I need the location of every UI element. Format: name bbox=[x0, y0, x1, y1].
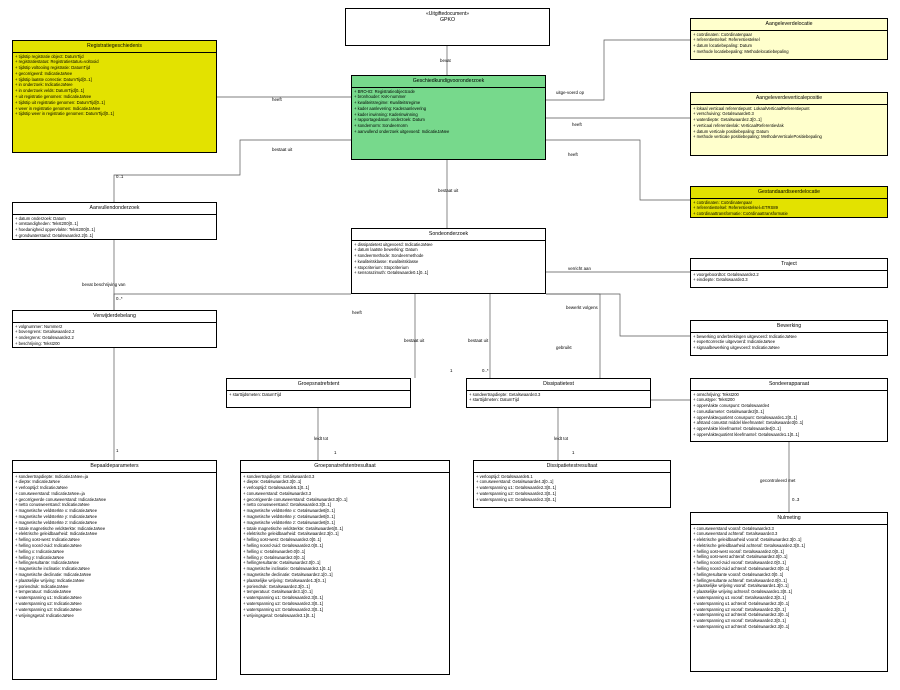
nulmeting-class[interactable] bbox=[690, 512, 888, 672]
registratiegeschiedenis-class-attributes bbox=[13, 53, 216, 120]
sondeerapparaat-class-title bbox=[691, 379, 887, 391]
class-attribute: + magnetische veldsterkte x: Getalswaarde6[0..1] bbox=[243, 508, 335, 514]
class-attribute: + waterspanning u1 vooraf: Getalswaarde2.3[0..1] bbox=[693, 595, 786, 601]
groepsnatrefstent-resultaat-class-name: Groepsnatrefstentresultaat bbox=[314, 463, 376, 469]
class-attribute: + helling oost-west: IndicatieJaNee bbox=[15, 537, 80, 543]
edge-label-bestaat-uit-groeps: bestaat uit bbox=[404, 338, 425, 343]
class-attribute: + magnetische veldsterkte x: IndicatieJaNee bbox=[15, 508, 98, 514]
gpko-class[interactable] bbox=[345, 8, 550, 46]
edge-label-uitgevoerd-op: uitge-voerd op bbox=[556, 90, 585, 95]
multiplicity-verwijderde-belang: 0..* bbox=[116, 296, 123, 301]
aanvullend-onderzoek-class-attributes bbox=[13, 215, 216, 241]
class-attribute: + plaatselijke wrijving: Getalswaarde1.3[0..1] bbox=[243, 577, 326, 583]
class-attribute: + hellingresultante vooraf: Getalswaarde2.0[0..1] bbox=[693, 571, 784, 577]
class-attribute: + elektrische geleidbaarheid achteraf: Getalswaarde2.3[0..1] bbox=[693, 542, 805, 548]
aangeleverde-locatie-class-attributes bbox=[691, 31, 887, 57]
class-attribute: + hellingresultante achteraf: Getalswaarde2.0[0..1] bbox=[693, 577, 787, 583]
traject-class-attributes bbox=[691, 271, 887, 286]
class-attribute: + sondeertrapdiepte: IndicatieJaNee=ja bbox=[15, 473, 89, 479]
class-attribute: + verschuiving: Getalswaarde0.3 bbox=[693, 111, 754, 117]
dissipatietest-resultaat-class[interactable] bbox=[473, 460, 671, 508]
class-attribute: + poriendruk: Getalswaarde2.3[0..1] bbox=[243, 583, 310, 589]
nulmeting-class-name: Nulmeting bbox=[777, 515, 801, 521]
bewerking-class[interactable] bbox=[690, 320, 888, 356]
class-attribute: + datum onderzoek: Datum bbox=[15, 215, 66, 221]
multiplicity-dissipatie-res-1: 1 bbox=[572, 450, 575, 455]
multiplicity-groeps-res-1: 1 bbox=[334, 450, 337, 455]
groepsnatrefstent-resultaat-class-attributes bbox=[241, 473, 449, 621]
class-attribute: + methode verticale positiebepaling: MethodeVerticalePositiebepaling bbox=[693, 134, 822, 140]
groepsnatrefstent-resultaat-class[interactable] bbox=[240, 460, 450, 675]
class-attribute: + magnetische veldsterkte y: IndicatieJaNee bbox=[15, 514, 98, 520]
class-attribute: + conusweerstand: IndicatieJaNee=ja bbox=[15, 490, 85, 496]
verwijderde-belang-class-name: Verwijderdebelang bbox=[93, 313, 136, 319]
sondeeronderzoek-class-attributes bbox=[352, 241, 545, 279]
class-attribute: + datum locatiebepaling: Datum bbox=[693, 43, 753, 49]
edge-label-gebruikt: gebruikt bbox=[556, 345, 572, 350]
class-attribute: + netto conusweerstand: IndicatieJaNee bbox=[15, 502, 90, 508]
bewerking-class-name: Bewerking bbox=[776, 323, 802, 329]
class-attribute: + waterspanning u1: Getalswaarde2.3[0..1] bbox=[243, 595, 323, 601]
edge-label-heeft-verticale-positie: heeft bbox=[572, 122, 582, 127]
class-attribute: + hoedanigheid oppervlakte: Tekst200[0..1] bbox=[15, 227, 95, 233]
class-attribute: + referentiestelsel: Referentiestelsel=ETRS89 bbox=[693, 205, 778, 211]
edge-label-heeft-registratiegeschiedenis: heeft bbox=[272, 97, 282, 102]
edge-label-bestaat-uit-sondeonderzoek: bestaat uit bbox=[438, 188, 459, 193]
class-attribute: + helling x: Getalswaarde0.0[0..1] bbox=[243, 548, 306, 554]
sondeeronderzoek-class-title bbox=[352, 229, 545, 241]
class-attribute: + helling noord-zuid achteraf: Getalswaarde2.0[0..1] bbox=[693, 566, 790, 572]
class-attribute: + waterspanning u1 achteraf: Getalswaarde2.3[0..1] bbox=[693, 600, 790, 606]
class-attribute: + oppervlaktequotiënt conuspunt: Getalswaarde1.2[0..1] bbox=[693, 414, 797, 420]
class-attribute: + stopcriterium: Stopcriterium bbox=[354, 264, 409, 270]
nulmeting-class-attributes bbox=[691, 525, 887, 632]
class-attribute: + helling y: IndicatieJaNee bbox=[15, 554, 65, 560]
class-attribute: + helling noord-zuid vooraf: Getalswaarde2.0[0..1] bbox=[693, 560, 786, 566]
class-attribute: + volgnummer: Nummer2 bbox=[15, 323, 63, 329]
class-attribute: + magnetische inclinatie: Getalswaarde2.1[0..1] bbox=[243, 566, 332, 572]
class-attribute: + in onderzoek velds: DatumTijd[0..1] bbox=[15, 88, 85, 94]
dissipatietest-resultaat-class-title bbox=[474, 461, 670, 473]
class-attribute: + omschrijving: Tekst200 bbox=[693, 391, 739, 397]
class-attribute: + verlooptijd: Getalswaarde5.1 bbox=[476, 473, 533, 479]
class-attribute: + hellingresultante: Getalswaarde2.0[0..1] bbox=[243, 560, 321, 566]
gestandaardiseerde-locatie-class[interactable] bbox=[690, 186, 888, 218]
bewerking-class-title bbox=[691, 321, 887, 333]
edge-label-leidt-tot-groeps: leidt tot bbox=[314, 436, 329, 441]
class-attribute: + starttijdsmeten: DatumTijd bbox=[229, 391, 282, 397]
class-attribute: + gecorrigeerde conusweerstand: IndicatieJaNee bbox=[15, 496, 107, 502]
edge-geschiedkundig-gestandaardiseerde bbox=[546, 140, 690, 200]
bepaalde-parameters-class-title bbox=[13, 461, 216, 473]
edge-label-bestaat-uit-dissipatie: bestaat uit bbox=[468, 338, 489, 343]
class-attribute: + magnetische declinatie: Getalswaarde2.1[0..1] bbox=[243, 572, 333, 578]
gestandaardiseerde-locatie-class-title bbox=[691, 187, 887, 199]
class-attribute: + BRO-ID: Registratieobjectcode bbox=[354, 88, 415, 94]
edge-label-bevat-beschrijving-van: bevat beschrijving van bbox=[82, 282, 126, 287]
class-attribute: + totale magnetische veldsterkte: IndicatieJaNee bbox=[15, 525, 106, 531]
class-attribute: + omstandigheden: Tekst200[0..1] bbox=[15, 221, 78, 227]
registratiegeschiedenis-class[interactable] bbox=[12, 40, 217, 153]
dissipatietest-class-name: Dissipatietest bbox=[543, 381, 574, 387]
verwijderde-belang-class-title bbox=[13, 311, 216, 323]
class-attribute: + gecorrigeerd: IndicatieJaNee bbox=[15, 70, 73, 76]
class-attribute: + plaatselijke wrijving: IndicatieJaNee bbox=[15, 577, 85, 583]
gpko-class-stereotype: «Uitgiftedocument» bbox=[425, 11, 470, 17]
class-attribute: + bronhouder: KvK-nummer bbox=[354, 94, 406, 100]
class-attribute: + helling noord-zuid: Getalswaarde2.0[0..1] bbox=[243, 543, 323, 549]
dissipatietest-class-title bbox=[467, 379, 650, 391]
aangeleverde-verticale-positie-class-name: Aangeleverdeverticalepositie bbox=[755, 95, 823, 101]
aangeleverde-locatie-class-title bbox=[691, 19, 887, 31]
edge-label-bevat-gpko: bevat bbox=[440, 58, 451, 63]
aangeleverde-locatie-class[interactable] bbox=[690, 18, 888, 60]
class-attribute: + magnetische veldsterkte y: Getalswaarde6[0..1] bbox=[243, 514, 335, 520]
sondeerapparaat-class-attributes bbox=[691, 391, 887, 440]
groepsnatrefstent-class-title bbox=[227, 379, 410, 391]
class-attribute: + magnetische inclinatie: IndicatieJaNee bbox=[15, 566, 90, 572]
class-attribute: + conusweerstand vooraf: Getalswaarde3.3 bbox=[693, 525, 774, 531]
verwijderde-belang-class-attributes bbox=[13, 323, 216, 349]
class-attribute: + poriendruk: IndicatieJaNee bbox=[15, 583, 69, 589]
edge-label-heeft-bepaalde-parameters: heeft bbox=[352, 310, 362, 315]
bepaalde-parameters-class-attributes bbox=[13, 473, 216, 621]
class-attribute: + sondeermethode: Sondeermethode bbox=[354, 253, 424, 259]
multiplicity-dissipatie-0ster: 0..* bbox=[482, 368, 489, 373]
class-attribute: + netto conusweerstand: Getalswaarde3.3[0..1] bbox=[243, 502, 331, 508]
dissipatietest-resultaat-class-attributes bbox=[474, 473, 670, 505]
class-attribute: + aanvullend onderzoek uitgevoerd: IndicatieJaNee bbox=[354, 129, 450, 135]
class-attribute: + diepte: Getalswaarde3.3[0..1] bbox=[243, 479, 302, 485]
aangeleverde-verticale-positie-class[interactable] bbox=[690, 92, 888, 156]
class-attribute: + oppervlakte conuspunt: Getalswaarde4 bbox=[693, 403, 770, 409]
class-attribute: + coördinaattransformatie: Coördinaattransformatie bbox=[693, 211, 788, 217]
class-attribute: + helling oost-west: Getalswaarde2.0[0..1] bbox=[243, 537, 322, 543]
class-attribute: + tijdstip weer in registratie genomen: DatumTijd[0..1] bbox=[15, 111, 114, 117]
class-attribute: + conusweerstand: Getalswaarde4.3[0..1] bbox=[476, 479, 554, 485]
class-attribute: + sondeertrapdiepte: Getalswaarde3.3 bbox=[469, 391, 541, 397]
class-attribute: + sensorazimuth: Getalswaarde0.1[0..1] bbox=[354, 270, 429, 276]
class-attribute: + oppervlaktequotiënt kleefmantel: Getalswaarde1.1[0..1] bbox=[693, 432, 800, 438]
class-attribute: + plaatselijke wrijving vooraf: Getalswaarde1.3[0..1] bbox=[693, 583, 789, 589]
traject-class-name: Traject bbox=[781, 261, 797, 267]
geschiedkundig-vooronderzoek-class-name: Geschiedkundigvooronderzoek bbox=[412, 78, 485, 84]
geschiedkundig-vooronderzoek-class-attributes bbox=[352, 88, 545, 137]
aangeleverde-verticale-positie-class-attributes bbox=[691, 105, 887, 143]
class-attribute: + temperatuur: Getalswaarde3.1[0..1] bbox=[243, 589, 313, 595]
edge-label-gecontroleerd-met: gecontroleerd met bbox=[760, 478, 796, 483]
edge-label-leidt-tot-dissipatie: leidt tot bbox=[554, 436, 569, 441]
multiplicity-groeps-1: 1 bbox=[450, 368, 453, 373]
class-attribute: + conustype: Tekst200 bbox=[693, 397, 735, 403]
class-attribute: + verlooptijd: IndicatieJaNee bbox=[15, 485, 68, 491]
class-attribute: + eindiepte: Getalswaarde3.3 bbox=[693, 277, 748, 283]
class-attribute: + registratiestatus: Registratiestatus=voltooid bbox=[15, 59, 99, 65]
class-attribute: + lokaal verticaal referentiepunt: LokaalVerticaalReferentiepunt bbox=[693, 105, 810, 111]
class-attribute: + afstand conustot middel kleefmantel: Getalswaarde3[0..1] bbox=[693, 420, 804, 426]
class-attribute: + helling noord-zuid: IndicatieJaNee bbox=[15, 543, 82, 549]
edge-label-heeft-gestandaardiseerde-locatie: heeft bbox=[568, 152, 578, 157]
class-attribute: + elektrische geleidbaarheid: Getalswaarde2.3[0..1] bbox=[243, 531, 339, 537]
class-attribute: + waterspanning u2: Getalswaarde2.3[0..1] bbox=[243, 601, 323, 607]
class-attribute: + dissipatietest uitgevoerd: IndicatieJaNee bbox=[354, 241, 433, 247]
aanvullend-onderzoek-class-name: Aanvullendonderzoek bbox=[89, 205, 140, 211]
class-attribute: + magnetische veldsterkte z: Getalswaarde6[0..1] bbox=[243, 519, 335, 525]
class-attribute: + waterspanning u1: IndicatieJaNee bbox=[15, 595, 82, 601]
class-attribute: + sondernorm: Sondeernorm bbox=[354, 123, 408, 129]
class-attribute: + waterspanning u2 vooraf: Getalswaarde2.3[0..1] bbox=[693, 606, 786, 612]
class-attribute: + waterspanning u3 vooraf: Getalswaarde2.3[0..1] bbox=[693, 618, 786, 624]
class-attribute: + conusweerstand: Getalswaarde3.3 bbox=[243, 490, 312, 496]
class-attribute: + waterdiepte: Getalswaarde2.3[0..1] bbox=[693, 117, 762, 123]
aangeleverde-locatie-class-name: Aangeleverdelocatie bbox=[765, 21, 813, 27]
class-attribute: + kwaliteitsklasse: Kwaliteitsklasse bbox=[354, 258, 419, 264]
class-attribute: + coördinaten: Coördinatenpaar bbox=[693, 31, 753, 37]
class-attribute: + plaatselijke wrijving achteraf: Getalswaarde1.3[0..1] bbox=[693, 589, 793, 595]
multiplicity-bepaalde-parameters-1: 1 bbox=[116, 448, 119, 453]
class-attribute: + datum laatste bewerking: Datum bbox=[354, 247, 418, 253]
class-attribute: + oppervlakte kleefmantel: Getalswaarde4[0..1] bbox=[693, 426, 781, 432]
gpko-class-title bbox=[346, 9, 549, 26]
nulmeting-class-title bbox=[691, 513, 887, 525]
class-attribute: + datum verticale positiebepaling: Datum bbox=[693, 128, 769, 134]
class-attribute: + elektrische geleidbaarheid: IndicatieJaNee bbox=[15, 531, 98, 537]
class-attribute: + referentiestelsel: Referentiestelsel bbox=[693, 37, 760, 43]
class-attribute: + tijdstip voltooiing registratie: DatumTijd bbox=[15, 65, 91, 71]
class-attribute: + totale magnetische veldsterkte: Getalswaarde6[0..1] bbox=[243, 525, 343, 531]
edge-label-bestaat-uit-aanvullend: bestaat uit bbox=[272, 147, 293, 152]
registratiegeschiedenis-class-name: Registratiegeschiedenis bbox=[86, 43, 143, 49]
aanvullend-onderzoek-class-title bbox=[13, 203, 216, 215]
class-attribute: + weer in registratie genomen: IndicatieJaNee bbox=[15, 105, 101, 111]
class-attribute: + bovengrens: Getalswaarde2.2 bbox=[15, 329, 75, 335]
class-attribute: + diepte: IndicatieJaNee bbox=[15, 479, 61, 485]
class-attribute: + waterspanning u2: Getalswaarde2.3[0..1] bbox=[476, 490, 556, 496]
class-attribute: + waterspanning u3: Getalswaarde2.3[0..1] bbox=[243, 606, 323, 612]
class-attribute: + tijdstip uit registratie genomen: DatumTijd[0..1] bbox=[15, 99, 105, 105]
verwijderde-belang-class[interactable] bbox=[12, 310, 217, 348]
aangeleverde-verticale-positie-class-title bbox=[691, 93, 887, 105]
class-attribute: + grondwaterstand: Getalswaarde2.2[0..1] bbox=[15, 232, 94, 238]
class-attribute: + rapportagedatum onderzoek: Datum bbox=[354, 117, 425, 123]
gestandaardiseerde-locatie-class-attributes bbox=[691, 199, 887, 219]
class-attribute: + conusdiameter: Getalswaarde2[0..1] bbox=[693, 408, 764, 414]
class-attribute: + hellingresultante: IndicatieJaNee bbox=[15, 560, 80, 566]
class-attribute: + waterspanning u2 achteraf: Getalswaarde2.3[0..1] bbox=[693, 612, 790, 618]
class-attribute: + helling x: IndicatieJaNee bbox=[15, 548, 65, 554]
class-attribute: + magnetische declinatie: IndicatieJaNee bbox=[15, 572, 92, 578]
registratiegeschiedenis-class-title bbox=[13, 41, 216, 53]
class-attribute: + expertcorrectie uitgevoerd: IndicatieJaNee bbox=[693, 339, 776, 345]
class-attribute: + waterspanning u2: IndicatieJaNee bbox=[15, 601, 82, 607]
class-attribute: + helling y: Getalswaarde2.0[0..1] bbox=[243, 554, 306, 560]
class-attribute: + wrijvingsgetal: Getalswaarde3.1[0..1] bbox=[243, 612, 316, 618]
class-attribute: + helling oost-west achteraf: Getalswaarde2.0[0..1] bbox=[693, 554, 788, 560]
class-attribute: + kwaliteitsregime: Kwaliteitsregime bbox=[354, 100, 421, 106]
class-attribute: + bewerking onderbrekingen uitgevoerd: IndicatieJaNee bbox=[693, 333, 797, 339]
traject-class[interactable] bbox=[690, 258, 888, 288]
class-attribute: + voorgeboordtot: Getalswaarde2.2 bbox=[693, 271, 759, 277]
class-attribute: + in onderzoek: IndicatieJaNee bbox=[15, 82, 73, 88]
class-attribute: + kader aanlevering: Kaderaanlevering bbox=[354, 105, 427, 111]
class-attribute: + starttijdmeten: DatumTijd bbox=[469, 397, 519, 403]
groepsnatrefstent-class-attributes bbox=[227, 391, 410, 400]
gestandaardiseerde-locatie-class-name: Gestandaardiseerdelocatie bbox=[757, 189, 820, 195]
class-attribute: + sondeertrapdiepte: Getalswaarde3.3 bbox=[243, 473, 315, 479]
geschiedkundig-vooronderzoek-class[interactable] bbox=[351, 75, 546, 160]
gpko-class-name: GPKO bbox=[440, 17, 455, 24]
class-attribute: + wrijvingsgetal: IndicatieJaNee bbox=[15, 612, 74, 618]
dissipatietest-resultaat-class-name: Dissipatietestresultaat bbox=[546, 463, 598, 469]
class-attribute: + temperatuur: IndicatieJaNee bbox=[15, 589, 72, 595]
class-attribute: + coördinaten: Coördinatenpaar bbox=[693, 199, 753, 205]
bepaalde-parameters-class-name: Bepaaldeparameters bbox=[90, 463, 139, 469]
sondeerapparaat-class-name: Sondeerapparaat bbox=[768, 381, 810, 387]
multiplicity-aanvullend: 0..1 bbox=[116, 174, 124, 179]
groepsnatrefstent-class[interactable] bbox=[226, 378, 411, 408]
groepsnatrefstent-resultaat-class-title bbox=[241, 461, 449, 473]
class-attribute: + signaalbewerking uitgevoerd: IndicatieJaNee bbox=[693, 345, 780, 351]
dissipatietest-class-attributes bbox=[467, 391, 650, 406]
multiplicity-nulmeting: 0..3 bbox=[792, 497, 800, 502]
class-attribute: + waterspanning u3 achteraf: Getalswaarde2.3[0..1] bbox=[693, 624, 790, 630]
class-attribute: + beschrijving: Tekst200 bbox=[15, 340, 60, 346]
class-attribute: + waterspanning u3: Getalswaarde2.3[0..1] bbox=[476, 496, 556, 502]
sondeerapparaat-class[interactable] bbox=[690, 378, 888, 442]
traject-class-title bbox=[691, 259, 887, 271]
sondeeronderzoek-class[interactable] bbox=[351, 228, 546, 294]
class-attribute: + methode locatiebepaling: Methodelocatiebepaling bbox=[693, 48, 789, 54]
sondeeronderzoek-class-name: Sondeonderzoek bbox=[428, 231, 469, 237]
geschiedkundig-vooronderzoek-class-title bbox=[352, 76, 545, 88]
edge-sondeonderzoek-bewerking bbox=[546, 294, 690, 336]
bewerking-class-attributes bbox=[691, 333, 887, 353]
class-attribute: + uit registratie genomen: IndicatieJaNee bbox=[15, 94, 92, 100]
class-attribute: + ondergrens: Getalswaarde2.2 bbox=[15, 335, 74, 341]
class-attribute: + verticaal referentievlak: VerticaalReferentievlak bbox=[693, 122, 784, 128]
dissipatietest-class[interactable] bbox=[466, 378, 651, 408]
class-attribute: + verlooptijd: Getalswaarde5.1[0..1] bbox=[243, 485, 309, 491]
class-attribute: + waterspanning u1: Getalswaarde2.3[0..1] bbox=[476, 485, 556, 491]
class-attribute: + kader inwinning: Kaderinwinning bbox=[354, 111, 418, 117]
class-attribute: + waterspanning u3: IndicatieJaNee bbox=[15, 606, 82, 612]
edge-label-bewerkt-volgens: bewerkt volgens bbox=[566, 305, 598, 310]
class-attribute: + gecorrigeerde conusweerstand: Getalswaarde3.3[0..1] bbox=[243, 496, 348, 502]
class-attribute: + tijdstip registratie object: DatumTijd bbox=[15, 53, 84, 59]
edge-label-verricht-aan: verricht aan bbox=[568, 266, 591, 271]
class-attribute: + elektrische geleidbaarheid vooraf: Getalswaarde2.3[0..1] bbox=[693, 537, 802, 543]
bepaalde-parameters-class[interactable] bbox=[12, 460, 217, 680]
groepsnatrefstent-class-name: Groepsnatrefstent bbox=[297, 381, 340, 387]
class-attribute: + tijdstip laatste correctie: DatumTijd[0..1] bbox=[15, 76, 92, 82]
class-attribute: + conusweerstand achteraf: Getalswaarde3.3 bbox=[693, 531, 778, 537]
class-attribute: + magnetische veldsterkte z: IndicatieJaNee bbox=[15, 519, 98, 525]
class-attribute: + helling oost-west vooraf: Getalswaarde2.0[0..1] bbox=[693, 548, 784, 554]
aanvullend-onderzoek-class[interactable] bbox=[12, 202, 217, 240]
